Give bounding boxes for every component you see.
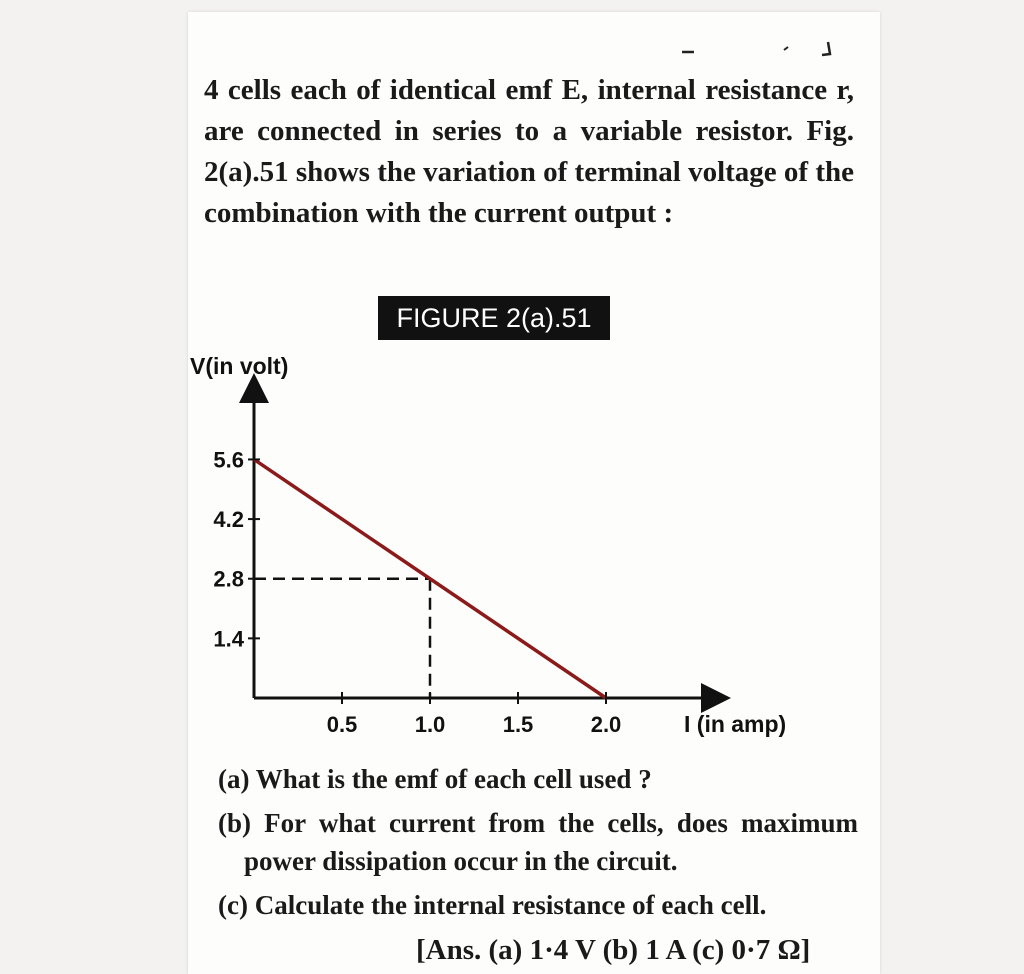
answer-key: [Ans. (a) 1·4 V (b) 1 A (c) 0·7 Ω] <box>416 934 811 966</box>
x-axis-label: I (in amp) <box>684 711 787 737</box>
y-tick-label: 1.4 <box>213 626 244 652</box>
x-tick-label: 0.5 <box>326 712 358 737</box>
textbook-page <box>188 12 880 974</box>
x-tick-label: 1.0 <box>414 712 446 737</box>
x-tick-label: 2.0 <box>590 712 622 737</box>
question-b: (b) For what current from the cells, does maximum power dissipation occur in the circuit. <box>218 808 858 876</box>
question-a: (a) What is the emf of each cell used ? <box>218 764 652 794</box>
y-tick-label: 2.8 <box>213 566 244 592</box>
y-tick-label: 4.2 <box>213 507 244 533</box>
question-list <box>218 760 858 926</box>
voltage-current-chart <box>188 348 880 748</box>
y-tick-label: 5.6 <box>213 447 244 473</box>
page-marks-icon <box>680 34 840 64</box>
question-c: (c) Calculate the internal resistance of each cell. <box>218 890 767 920</box>
problem-statement: 4 cells each of identical emf E, internal resistance r, are connected in series to a variable resistor. Fig. 2(a).51 shows the variation of terminal voltage of the combination with the current output : <box>204 74 854 229</box>
figure-label: FIGURE 2(a).51 <box>378 296 610 340</box>
y-axis-label: V(in volt) <box>190 353 289 379</box>
x-tick-label: 1.5 <box>502 712 534 737</box>
